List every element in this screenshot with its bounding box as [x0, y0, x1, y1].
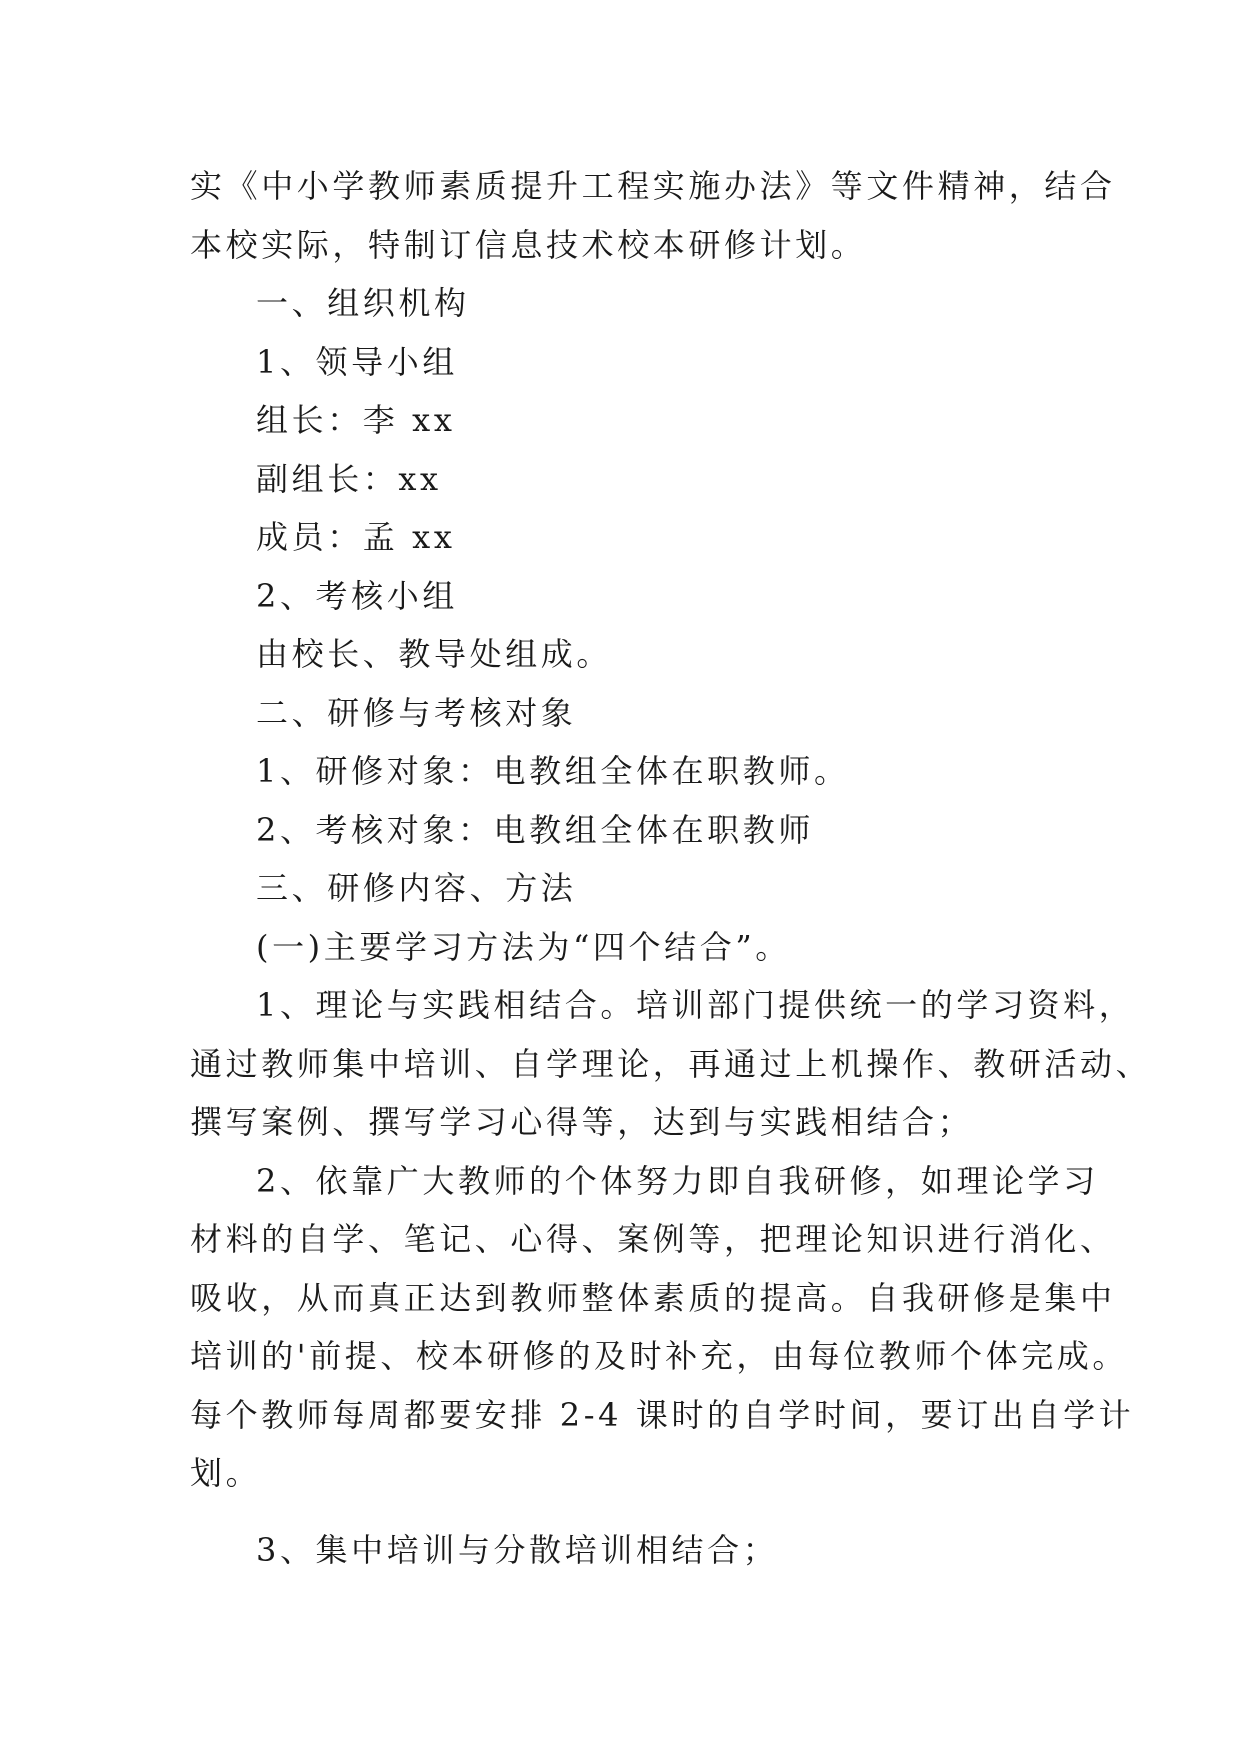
text-line: 1、研修对象：电教组全体在职教师。	[256, 752, 850, 790]
text-line: 3、集中培训与分散培训相结合；	[256, 1530, 779, 1569]
text-line: 吸收，从而真正达到教师整体素质的提高。自我研修是集中	[190, 1278, 1116, 1317]
section-heading: 三、研修内容、方法	[256, 869, 577, 907]
subsection-heading: (一)主要学习方法为“四个结合”。	[256, 927, 791, 966]
text-line: 2、依靠广大教师的个体努力即自我研修，如理论学习	[256, 1161, 1099, 1200]
text-line: 成员：孟 xx	[256, 518, 456, 556]
subsection-heading: 1、领导小组	[256, 342, 458, 381]
section-heading: 一、组织机构	[256, 284, 470, 322]
text-line: 1、理论与实践相结合。培训部门提供统一的学习资料，	[256, 986, 1135, 1024]
text-line: 由校长、教导处组成。	[256, 635, 613, 673]
document-body	[190, 157, 1152, 1579]
section-heading: 二、研修与考核对象	[256, 693, 577, 732]
text-line: 每个教师每周都要安排 2-4 课时的自学时间，要订出自学计	[190, 1395, 1135, 1434]
text-line: 划。	[190, 1454, 262, 1492]
text-line: 通过教师集中培训、自学理论，再通过上机操作、教研活动、	[190, 1044, 1152, 1083]
text-line: 材料的自学、笔记、心得、案例等，把理论知识进行消化、	[190, 1220, 1116, 1258]
text-line: 副组长：xx	[256, 459, 442, 498]
text-line: 撰写案例、撰写学习心得等，达到与实践相结合；	[190, 1103, 974, 1141]
text-line: 实《中小学教师素质提升工程实施办法》等文件精神，结合	[190, 167, 1116, 205]
text-line: 2、考核对象：电教组全体在职教师	[256, 810, 814, 849]
text-line: 组长：李 xx	[256, 401, 456, 439]
text-line: 本校实际，特制订信息技术校本研修计划。	[190, 225, 867, 264]
subsection-heading: 2、考核小组	[256, 576, 458, 615]
text-line: 培训的'前提、校本研修的及时补充，由每位教师个体完成。	[190, 1337, 1128, 1375]
